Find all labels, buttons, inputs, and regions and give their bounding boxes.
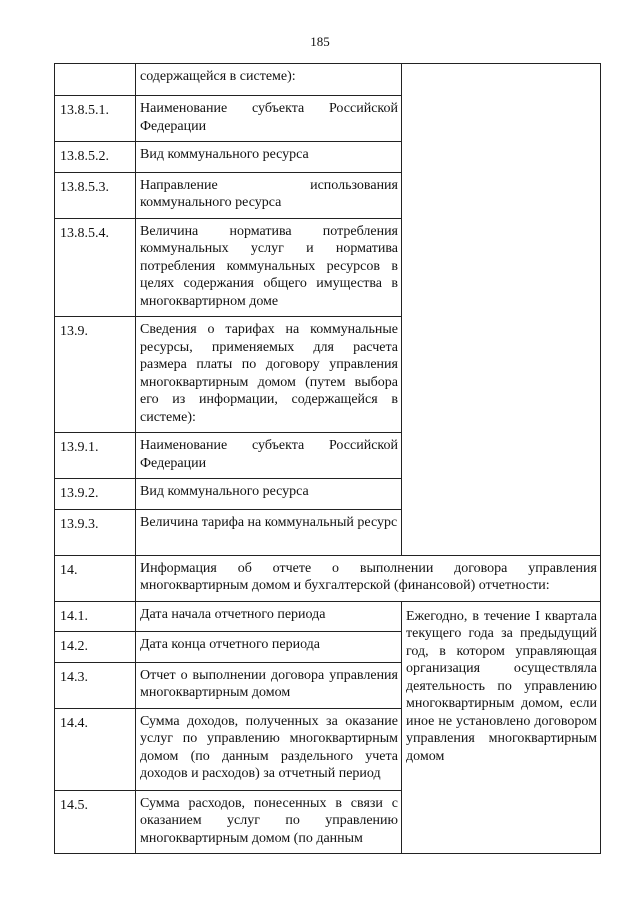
item-description: Вид коммунального ресурса bbox=[136, 142, 402, 173]
item-number: 13.9.2. bbox=[55, 479, 136, 510]
item-description: Сведения о тарифах на коммунальные ресурсы, применяемых для расчета размера платы по договору управления многоквартирным домом (путем выбора его из информации, содержащейся в системе): bbox=[136, 317, 402, 433]
item-description: Наименование субъекта Российской Федерации bbox=[136, 433, 402, 479]
item-number: 14.1. bbox=[55, 601, 136, 632]
frequency-cell: Ежегодно, в течение I квартала текущего года за предыдущий год, в котором управляющая организация осуществляла деятельность по управлению многоквартирным домом, если иное не установлено договором управления многоквартирным домом bbox=[402, 601, 601, 854]
item-description: Наименование субъекта Российской Федерации bbox=[136, 96, 402, 142]
item-description: Отчет о выполнении договора управления многоквартирным домом bbox=[136, 662, 402, 708]
item-number: 14.5. bbox=[55, 790, 136, 854]
item-description: Дата начала отчетного периода bbox=[136, 601, 402, 632]
empty-info-cell bbox=[402, 64, 601, 556]
item-description: Величина тарифа на коммунальный ресурс bbox=[136, 509, 402, 555]
item-description: Дата конца отчетного периода bbox=[136, 632, 402, 663]
requirements-table bbox=[54, 63, 601, 854]
item-number bbox=[55, 64, 136, 96]
table-row bbox=[55, 601, 601, 632]
item-number: 14.4. bbox=[55, 708, 136, 790]
item-description: Величина норматива потребления коммунальных услуг и норматива потребления коммунальных ресурсов в целях содержания общего имущества в многоквартирном доме bbox=[136, 218, 402, 317]
item-number: 14.2. bbox=[55, 632, 136, 663]
table-row bbox=[55, 555, 601, 601]
item-number: 13.8.5.4. bbox=[55, 218, 136, 317]
item-number: 13.9.1. bbox=[55, 433, 136, 479]
item-number: 13.8.5.3. bbox=[55, 172, 136, 218]
item-number: 13.9.3. bbox=[55, 509, 136, 555]
item-description: содержащейся в системе): bbox=[136, 64, 402, 96]
section-heading: Информация об отчете о выполнении договора управления многоквартирным домом и бухгалтерской (финансовой) отчетности: bbox=[136, 555, 601, 601]
item-description: Сумма доходов, полученных за оказание услуг по управлению многоквартирным домом (по данным раздельного учета доходов и расходов) за отчетный период bbox=[136, 708, 402, 790]
table-row bbox=[55, 64, 601, 96]
item-description: Вид коммунального ресурса bbox=[136, 479, 402, 510]
item-number: 14. bbox=[55, 555, 136, 601]
item-number: 13.9. bbox=[55, 317, 136, 433]
page-number: 185 bbox=[310, 34, 330, 49]
item-number: 14.3. bbox=[55, 662, 136, 708]
item-number: 13.8.5.1. bbox=[55, 96, 136, 142]
item-description: Сумма расходов, понесенных в связи с оказанием услуг по управлению многоквартирным домом (по данным bbox=[136, 790, 402, 854]
item-description: Направление использования коммунального ресурса bbox=[136, 172, 402, 218]
item-number: 13.8.5.2. bbox=[55, 142, 136, 173]
